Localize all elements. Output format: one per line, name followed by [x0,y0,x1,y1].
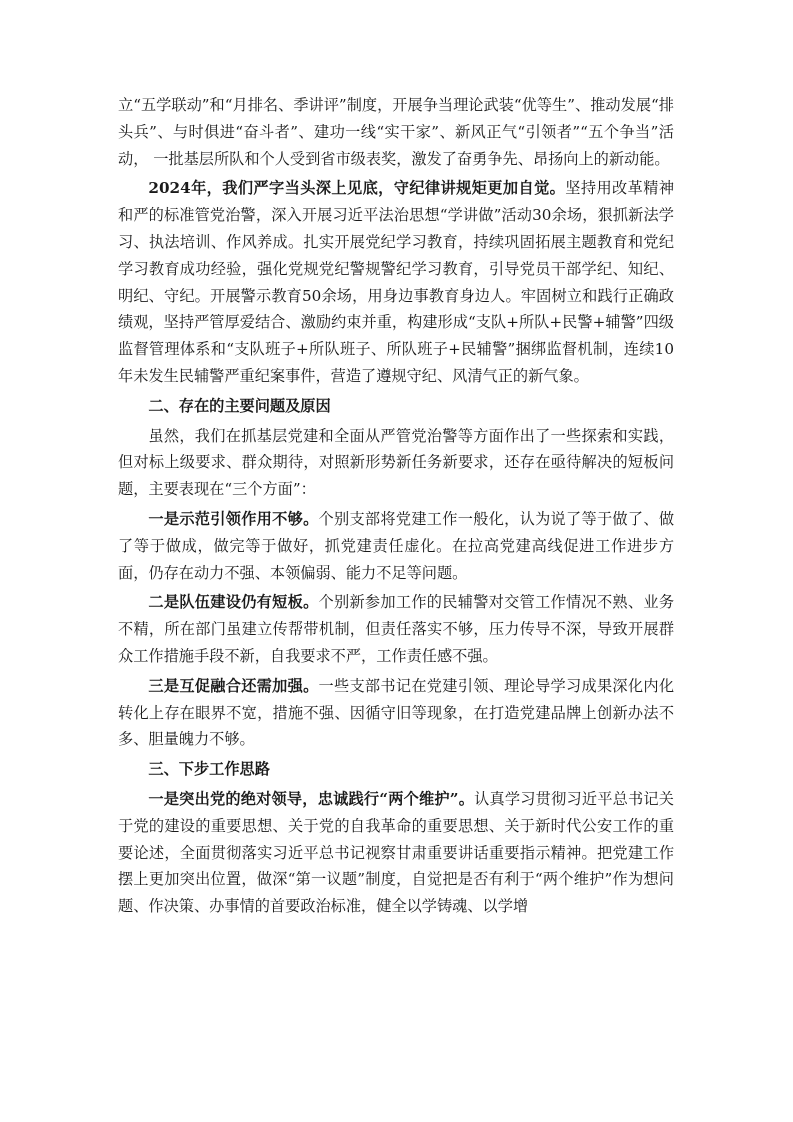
paragraph-lead: 2024年，我们严字当头深上见底，守纪律讲规矩更加自觉。 [148,179,566,198]
paragraph-problem-one [118,506,674,586]
section-heading-next-steps: 三、下步工作思路 [148,760,270,779]
paragraph-lead: 一是示范引领作用不够。 [148,509,319,528]
paragraph-text: 立“五学联动”和“月排名、季讲评”制度，开展争当理论武装“优等生”、推动发展“排头兵”、与时俱进“奋斗者”、建功一线“实干家”、新风正气“引领者”“五个争当”活动， 一批基层所队和个人受到省市级表奖，激发了奋勇争先、昂扬向上的新动能。 [118,96,674,168]
paragraph-next-step-one [118,786,674,920]
paragraph-five-contests [118,92,674,172]
paragraph-lead: 二是队伍建设仍有短板。 [148,593,319,612]
paragraph-discipline-2024 [118,175,674,389]
paragraph-lead: 三是互促融合还需加强。 [148,676,319,695]
paragraph-text: 个别支部将党建工作一般化，认为说了等于做了、做了等于做成，做完等于做好，抓党建责任虚化。在拉高党建高线促进工作进步方面，仍存在动力不强、本领偏弱、能力不足等问题。 [118,509,675,582]
paragraph-problem-three [118,673,674,753]
paragraph-lead: 一是突出党的绝对领导，忠诚践行“两个维护”。 [148,789,475,808]
paragraph-text: 一些支部书记在党建引领、理论导学习成果深化内化转化上存在眼界不宽，措施不强、因循守旧等现象，在打造党建品牌上创新办法不多、胆量魄力不够。 [118,676,675,749]
section-heading-problems: 二、存在的主要问题及原因 [148,396,331,415]
paragraph-problems-intro [118,423,674,503]
document-body [118,92,674,920]
paragraph-text: 个别新参加工作的民辅警对交管工作情况不熟、业务不精，所在部门虽建立传帮带机制，但责任落实不够，压力传导不深，导致开展群众工作措施手段不新，自我要求不严，工作责任感不强。 [118,593,675,665]
paragraph-problem-two [118,589,674,669]
paragraph-text: 坚持用改革精神和严的标准管党治警，深入开展习近平法治思想“学讲做”活动30余场，狠抓新法学习、执法培训、作风养成。扎实开展党纪学习教育，持续巩固拓展主题教育和党纪学习教育成功经验，强化党规党纪警规警纪学习教育，引导党员干部学纪、知纪、明纪、守纪。开展警示教育50余场，用身边事教育身边人。牢固树立和践行正确政绩观，坚持严管厚爱结合、激励约束并重，构建形成“支队+所队+民警+辅警”四级监督管理体系和“支队班子+所队班子、所队班子+民辅警”捆绑监督机制，连续10年未发生民辅警严重纪案事件，营造了遵规守纪、风清气正的新气象。 [118,179,675,385]
paragraph-text: 虽然，我们在抓基层党建和全面从严管党治警等方面作出了一些探索和实践，但对标上级要求、群众期待，对照新形势新任务新要求，还存在亟待解决的短板问题，主要表现在“三个方面”： [118,426,674,499]
paragraph-text: 认真学习贯彻习近平总书记关于党的建设的重要思想、关于党的自我革命的重要思想、关于新时代公安工作的重要论述，全面贯彻落实习近平总书记视察甘肃重要讲话重要指示精神。把党建工作摆上更加突出位置，做深“第一议题”制度，自觉把是否有利于“两个维护”作为想问题、作决策、办事情的首要政治标准，健全以学铸魂、以学增 [118,789,674,916]
